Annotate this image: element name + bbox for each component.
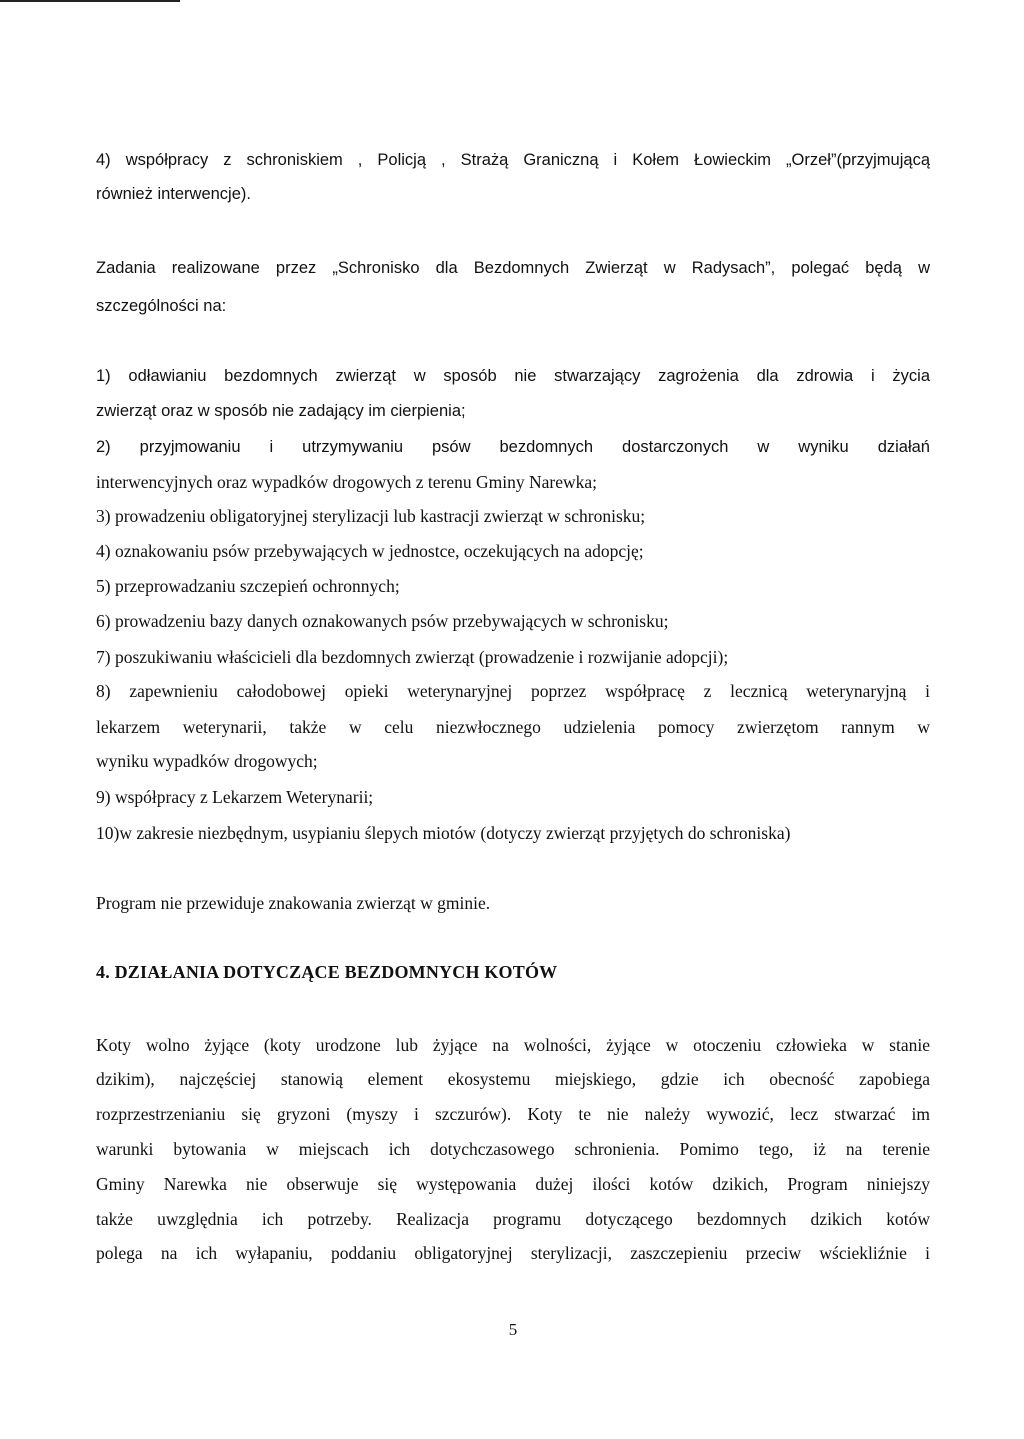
text-line: rozprzestrzenianiu się gryzoni (myszy i szczurów). Koty te nie należy wywozić, lecz stwarzać im (96, 1104, 930, 1124)
list-item-continuation: interwencyjnych oraz wypadków drogowych z terenu Gminy Narewka; (96, 472, 598, 492)
text-line: Koty wolno żyjące (koty urodzone lub żyjące na wolności, żyjące w otoczeniu człowieka w stanie (96, 1035, 930, 1055)
list-item: 4) oznakowaniu psów przebywających w jednostce, oczekujących na adopcję; (96, 541, 644, 561)
list-item: 9) współpracy z Lekarzem Weterynarii; (96, 787, 374, 807)
list-item: 6) prowadzeniu bazy danych oznakowanych psów przebywających w schronisku; (96, 611, 669, 631)
text-line: również interwencje). (96, 185, 251, 203)
list-item-continuation: wyniku wypadków drogowych; (96, 751, 318, 771)
text-line: warunki bytowania w miejscach ich dotychczasowego schronienia. Pomimo tego, iż na terenie (96, 1139, 930, 1159)
list-item: 2) przyjmowaniu i utrzymywaniu psów bezdomnych dostarczonych w wyniku działań (96, 438, 930, 456)
list-item: 10)w zakresie niezbędnym, usypianiu ślepych miotów (dotyczy zwierząt przyjętych do schroniska) (96, 823, 791, 843)
list-item: 1) odławianiu bezdomnych zwierząt w sposób nie stwarzający zagrożenia dla zdrowia i życia (96, 367, 930, 385)
list-item: 7) poszukiwaniu właścicieli dla bezdomnych zwierząt (prowadzenie i rozwijanie adopcji); (96, 647, 729, 667)
text-line: Gminy Narewka nie obserwuje się występowania dużej ilości kotów dzikich, Program niniejszy (96, 1174, 930, 1194)
list-item: 8) zapewnieniu całodobowej opieki weterynaryjnej poprzez współpracę z lecznicą weterynaryjną i (96, 681, 930, 701)
list-item: 3) prowadzeniu obligatoryjnej sterylizacji lub kastracji zwierząt w schronisku; (96, 506, 646, 526)
text-line: także uwzględnia ich potrzeby. Realizacja programu dotyczącego bezdomnych dzikich kotów (96, 1209, 930, 1229)
page-number: 5 (508, 1320, 518, 1339)
list-item-continuation: zwierząt oraz w sposób nie zadający im cierpienia; (96, 402, 466, 420)
top-rule (0, 0, 180, 2)
section-heading: 4. DZIAŁANIA DOTYCZĄCE BEZDOMNYCH KOTÓW (96, 962, 558, 982)
text-line: Zadania realizowane przez „Schronisko dla Bezdomnych Zwierząt w Radysach”, polegać będą w (96, 259, 930, 277)
text-line: dzikim), najczęściej stanowią element ekosystemu miejskiego, gdzie ich obecność zapobiega (96, 1069, 930, 1089)
text-line: szczególności na: (96, 297, 227, 315)
text-line: polega na ich wyłapaniu, poddaniu obligatoryjnej sterylizacji, zaszczepieniu przeciw wściekliźnie i (96, 1243, 930, 1263)
list-item: 5) przeprowadzaniu szczepień ochronnych; (96, 576, 400, 596)
text-line: 4) współpracy z schroniskiem , Policją , Strażą Graniczną i Kołem Łowieckim „Orzeł”(przyjmującą (96, 151, 930, 169)
text-line: Program nie przewiduje znakowania zwierząt w gminie. (96, 893, 491, 913)
list-item-continuation: lekarzem weterynarii, także w celu niezwłocznego udzielenia pomocy zwierzętom rannym w (96, 717, 930, 737)
